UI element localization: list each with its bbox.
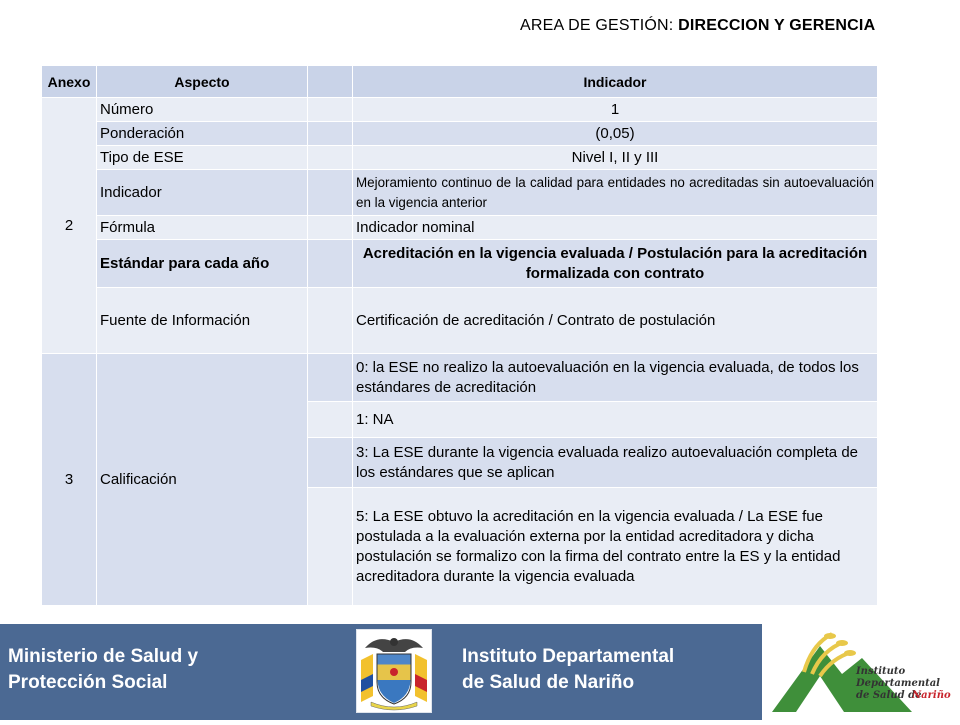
colombia-crest-icon [356,629,432,713]
table-row [42,240,878,288]
blank-cell [308,354,353,402]
ministry-name [8,644,198,696]
aspecto-cell: Estándar para cada año [97,240,308,288]
table-row [42,170,878,216]
logo-line-3: de Salud de [856,690,922,701]
blank-cell [308,402,353,438]
aspecto-cell: Fórmula [97,216,308,240]
institute-name [462,644,674,696]
blank-cell [308,170,353,216]
institute-line-1: Instituto Departamental [462,646,675,667]
aspecto-cell: Ponderación [97,122,308,146]
indicator-table [41,65,878,606]
col-header-aspecto: Aspecto [97,66,308,98]
aspecto-cell: Fuente de Información [97,288,308,354]
blank-cell [308,98,353,122]
aspecto-cell: Calificación [97,354,308,606]
col-header-blank [308,66,353,98]
area-name: DIRECCION Y GERENCIA [678,17,876,34]
aspecto-cell: Tipo de ESE [97,146,308,170]
indicador-cell: Nivel I, II y III [353,146,878,170]
area-prefix: AREA DE GESTIÓN: [520,17,679,34]
indicador-cell: Mejoramiento continuo de la calidad para entidades no acreditadas sin autoevaluación en la vigencia anterior [353,170,878,216]
area-header [520,17,875,35]
institute-line-2: de Salud de Nariño [462,672,635,693]
ministry-line-1: Ministerio de Salud y [8,646,199,667]
table-row [42,216,878,240]
anexo-cell: 2 [42,98,97,354]
indicador-cell: 1 [353,98,878,122]
blank-cell [308,288,353,354]
logo-line-2: Departamental [856,678,940,689]
aspecto-cell: Número [97,98,308,122]
blank-cell [308,438,353,488]
blank-cell [308,122,353,146]
table-row [42,354,878,402]
blank-cell [308,216,353,240]
calificacion-cell: 5: La ESE obtuvo la acreditación en la vigencia evaluada / La ESE fue postulada a la evaluación externa por la entidad acreditadora y dicha postulación se formalizo con la firma del contrato entre la ES y la entidad acreditadora durante la vigencia evaluada [353,488,878,606]
calificacion-cell: 3: La ESE durante la vigencia evaluada realizo autoevaluación completa de los estándares que se aplican [353,438,878,488]
footer-bar [0,624,960,720]
ids-narino-logo-icon [762,624,960,720]
ministry-line-2: Protección Social [8,672,168,693]
blank-cell [308,146,353,170]
calificacion-cell: 0: la ESE no realizo la autoevaluación en la vigencia evaluada, de todos los estándares de acreditación [353,354,878,402]
indicador-cell: (0,05) [353,122,878,146]
blank-cell [308,240,353,288]
calificacion-cell: 1: NA [353,402,878,438]
anexo-cell: 3 [42,354,97,606]
aspecto-cell: Indicador [97,170,308,216]
table-header-row [42,66,878,98]
col-header-anexo: Anexo [42,66,97,98]
indicador-cell: Indicador nominal [353,216,878,240]
table-row [42,98,878,122]
indicador-cell: Acreditación en la vigencia evaluada / Postulación para la acreditación formalizada con contrato [353,240,878,288]
table-row [42,288,878,354]
logo-line-1: Instituto [856,666,906,677]
logo-line-4: Nariño [912,690,951,701]
table-row [42,146,878,170]
col-header-indicador: Indicador [353,66,878,98]
table-row [42,122,878,146]
blank-cell [308,488,353,606]
indicador-cell: Certificación de acreditación / Contrato de postulación [353,288,878,354]
